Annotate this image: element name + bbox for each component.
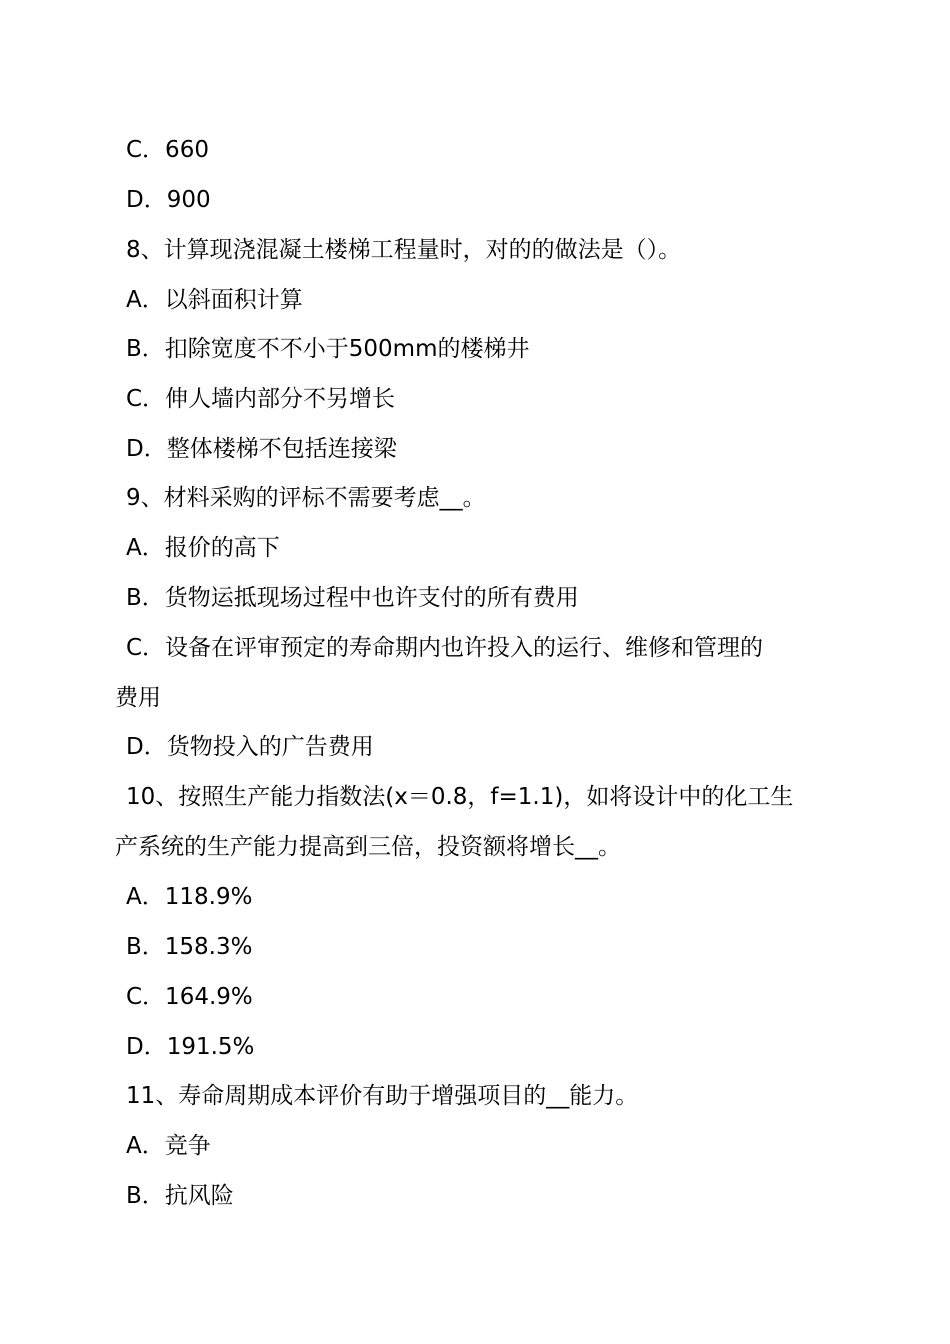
question-10-option-b: B．158.3% xyxy=(126,934,253,960)
option-d-900: D．900 xyxy=(126,187,211,213)
question-8-option-c: C．伸人墙内部分不另增长 xyxy=(126,386,396,412)
question-11-option-b: B．抗风险 xyxy=(126,1183,234,1209)
question-9: 9、材料采购的评标不需要考虑__。 xyxy=(126,485,486,511)
question-9-option-c-continued: 费用 xyxy=(115,685,161,711)
question-8-option-a: A．以斜面积计算 xyxy=(126,287,303,313)
question-8-option-b: B．扣除宽度不不小于500mm的楼梯井 xyxy=(126,336,530,362)
question-10: 10、按照生产能力指数法(x＝0.8，f=1.1)，如将设计中的化工生 xyxy=(126,784,794,810)
question-9-option-b: B．货物运抵现场过程中也许支付的所有费用 xyxy=(126,585,579,611)
question-10-option-d: D．191.5% xyxy=(126,1034,255,1060)
question-10-continued: 产系统的生产能力提高到三倍，投资额将增长__。 xyxy=(115,834,621,860)
question-10-option-c: C．164.9% xyxy=(126,984,253,1010)
question-8: 8、计算现浇混凝土楼梯工程量时，对的的做法是（）。 xyxy=(126,237,682,263)
question-11: 11、寿命周期成本评价有助于增强项目的__能力。 xyxy=(126,1083,639,1109)
question-9-option-a: A．报价的高下 xyxy=(126,535,280,561)
question-11-option-a: A．竞争 xyxy=(126,1133,211,1159)
option-c-660: C．660 xyxy=(126,137,209,163)
question-8-option-d: D．整体楼梯不包括连接梁 xyxy=(126,436,397,462)
question-9-option-d: D．货物投入的广告费用 xyxy=(126,734,374,760)
question-10-option-a: A．118.9% xyxy=(126,884,253,910)
question-9-option-c: C．设备在评审预定的寿命期内也许投入的运行、维修和管理的 xyxy=(126,635,764,661)
